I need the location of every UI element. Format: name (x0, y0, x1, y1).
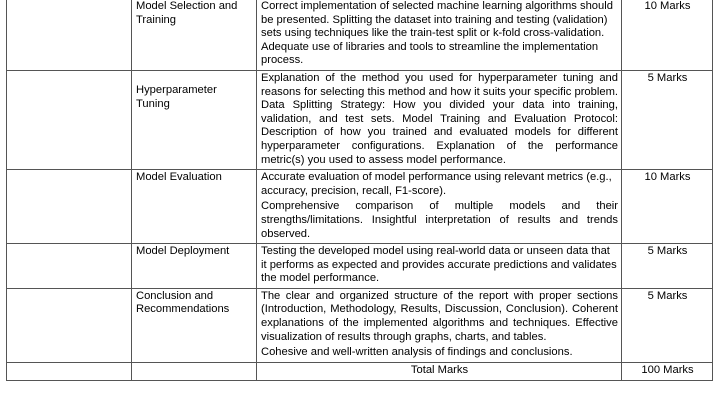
table-row (7, 170, 713, 244)
description-text: The clear and organized structure of the report with proper sections (Introduction, Methodology, Results, Discussion, Conclusion). Coherent explanations of the implemented algorithms and techniques. Effective visualization of results through graphs, charts, and tables. (261, 289, 618, 343)
criterion-label: Hyperparameter Tuning (136, 83, 217, 110)
description-cell (257, 0, 622, 70)
description-text: Comprehensive comparison of multiple models and their strengths/limitations. Insightful interpretation of results and trends observed. (261, 200, 618, 240)
marks-cell: 5 Marks (622, 288, 713, 362)
marking-rubric-table (6, 0, 713, 381)
criterion-label: Model Deployment (136, 245, 230, 258)
marks-cell: 10 Marks (622, 170, 713, 244)
total-label: Total Marks (257, 362, 622, 380)
total-row (7, 362, 713, 380)
blank-cell (7, 288, 132, 362)
description-text: Correct implementation of selected machine learning algorithms should be presented. Splitting the dataset into training and testing (validation) sets using techniques like the train-test split or k-fold cross-validation. Adequate use of libraries and tools to streamline the implementation process. (261, 0, 613, 67)
criterion-label: Model Evaluation (136, 171, 222, 184)
table-row (7, 288, 713, 362)
criterion-cell (132, 244, 257, 289)
criterion-cell (132, 170, 257, 244)
blank-cell (7, 244, 132, 289)
blank-cell (7, 70, 132, 169)
criterion-cell (132, 70, 257, 169)
description-cell (257, 244, 622, 289)
table-row (7, 244, 713, 289)
table-row (7, 70, 713, 169)
description-cell (257, 170, 622, 244)
description-cell (257, 288, 622, 362)
marks-cell: 5 Marks (622, 244, 713, 289)
blank-cell (7, 170, 132, 244)
description-text: Explanation of the method you used for hyperparameter tuning and reasons for selecting this method and how it suits your specific problem. Data Splitting Strategy: How you divided your data into training, validation, and test sets. Model Training and Evaluation Protocol: Description of how you trained and evaluated models for different hyperparameter configurations. Explanation of the performance metric(s) you used to assess model performance. (261, 71, 618, 166)
criterion-cell (132, 0, 257, 70)
criterion-cell (132, 288, 257, 362)
marks-cell: 10 Marks (622, 0, 713, 70)
blank-cell (7, 362, 132, 380)
description-cell (257, 70, 622, 169)
total-marks: 100 Marks (622, 362, 713, 380)
table-row (7, 0, 713, 70)
blank-cell (132, 362, 257, 380)
description-text: Testing the developed model using real-world data or unseen data that it performs as expected and provides accurate predictions and validates the model performance. (261, 245, 617, 285)
blank-cell (7, 0, 132, 70)
criterion-label: Conclusion and Recommendations (136, 289, 230, 316)
marks-cell: 5 Marks (622, 70, 713, 169)
description-text: Cohesive and well-written analysis of findings and conclusions. (261, 346, 573, 359)
description-text: Accurate evaluation of model performance using relevant metrics (e.g., accuracy, precision, recall, F1-score). (261, 171, 612, 197)
criterion-label: Model Selection and Training (136, 0, 238, 26)
